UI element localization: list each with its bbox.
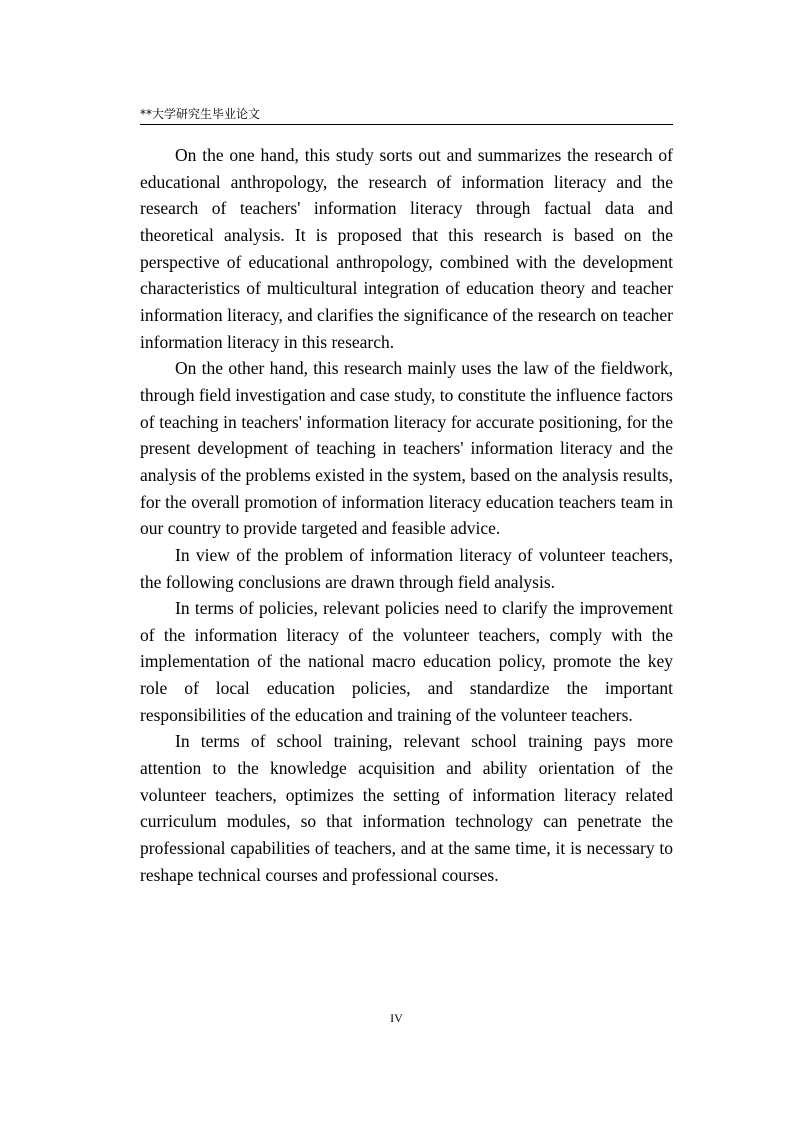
paragraph-2: On the other hand, this research mainly uses the law of the fieldwork, through field investigation and case study, to constitute the influence factors of teaching in teachers' information literacy for accurate positioning, for the present development of teaching in teachers' information literacy and the analysis of the problems existed in the system, based on the analysis results, for the overall promotion of information literacy education teachers team in our country to provide targeted and feasible advice. bbox=[140, 358, 673, 539]
paragraph-1: On the one hand, this study sorts out and summarizes the research of educational anthropology, the research of information literacy and the research of teachers' information literacy through factual data and theoretical analysis. It is proposed that this research is based on the perspective of educational anthropology, combined with the development characteristics of multicultural integration of education theory and teacher information literacy, and clarifies the significance of the research on teacher information literacy in this research. bbox=[140, 145, 673, 352]
paragraph-5: In terms of school training, relevant school training pays more attention to the knowledge acquisition and ability orientation of the volunteer teachers, optimizes the setting of information literacy related curriculum modules, so that information technology can penetrate the professional capabilities of teachers, and at the same time, it is necessary to reshape technical courses and professional courses. bbox=[140, 731, 673, 885]
body-text bbox=[140, 142, 673, 888]
paragraph-4: In terms of policies, relevant policies need to clarify the improvement of the information literacy of the volunteer teachers, comply with the implementation of the national macro education policy, promote the key role of local education policies, and standardize the important responsibilities of the education and training of the volunteer teachers. bbox=[140, 598, 673, 725]
page-number: IV bbox=[390, 1011, 403, 1025]
header-divider bbox=[140, 124, 673, 125]
paragraph-3: In view of the problem of information literacy of volunteer teachers, the following conclusions are drawn through field analysis. bbox=[140, 544, 673, 592]
running-header: **大学研究生毕业论文 bbox=[140, 107, 261, 121]
